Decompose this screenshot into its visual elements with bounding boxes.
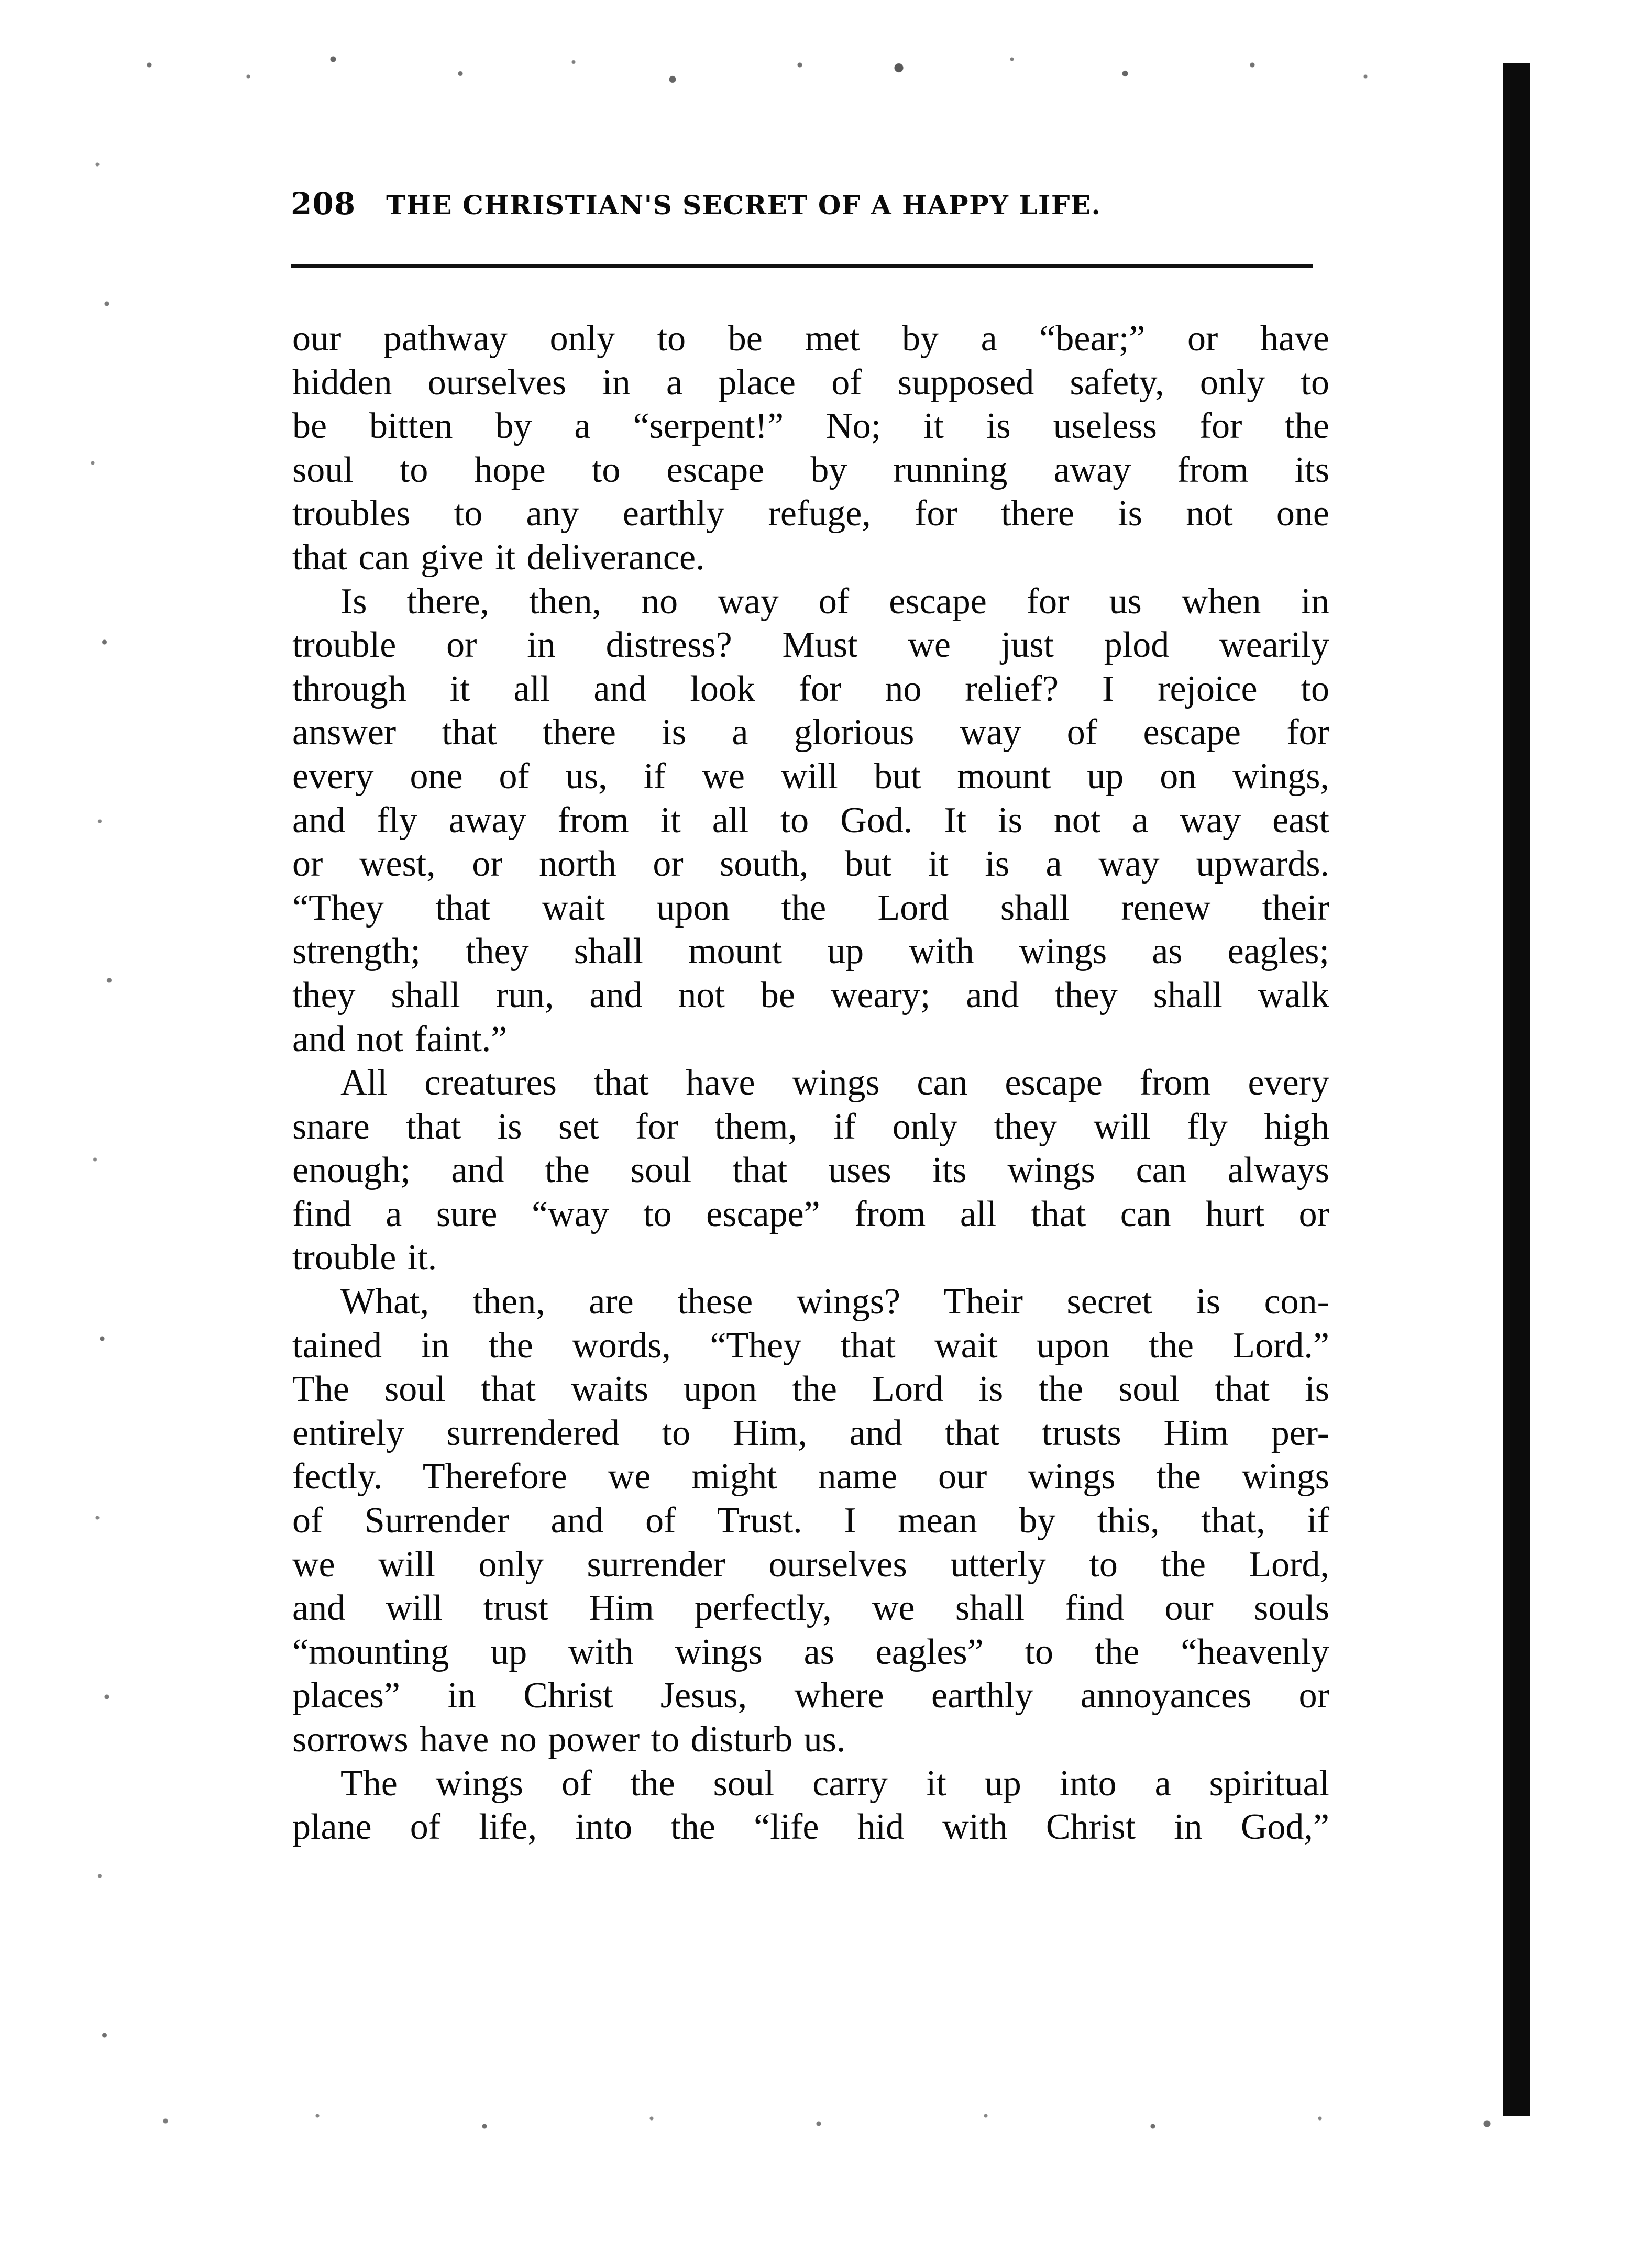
text-line: tained in the words, “They that wait upon the Lord.” bbox=[292, 1325, 1329, 1366]
text-line: answer that there is a glorious way of escape for bbox=[292, 712, 1329, 753]
text-line: strength; they shall mount up with wings as eagles; bbox=[292, 931, 1329, 972]
paragraph bbox=[292, 580, 1329, 1062]
text-line: enough; and the soul that uses its wings can always bbox=[292, 1150, 1329, 1191]
paragraph bbox=[292, 1280, 1329, 1762]
text-line: that can give it deliverance. bbox=[292, 537, 705, 578]
text-line: trouble or in distress? Must we just plod wearily bbox=[292, 625, 1329, 666]
paragraph bbox=[292, 1061, 1329, 1280]
text-line: find a sure “way to escape” from all that can hurt or bbox=[292, 1194, 1329, 1234]
text-line: and not faint.” bbox=[292, 1019, 508, 1059]
text-line: The soul that waits upon the Lord is the soul that is bbox=[292, 1369, 1329, 1410]
text-line: be bitten by a “serpent!” No; it is useless for the bbox=[292, 406, 1329, 447]
text-line: Is there, then, no way of escape for us when in bbox=[340, 581, 1329, 622]
text-line: they shall run, and not be weary; and they shall walk bbox=[292, 975, 1329, 1015]
text-line: hidden ourselves in a place of supposed safety, only to bbox=[292, 362, 1329, 403]
running-head bbox=[291, 186, 1312, 233]
body-text bbox=[292, 317, 1329, 1849]
text-line: our pathway only to be met by a “bear;” or have bbox=[292, 318, 1329, 359]
scan-noise-left bbox=[79, 105, 126, 2095]
text-line: of Surrender and of Trust. I mean by this, that, if bbox=[292, 1500, 1329, 1541]
text-line: troubles to any earthly refuge, for there is not one bbox=[292, 493, 1329, 534]
text-line: we will only surrender ourselves utterly to the Lord, bbox=[292, 1544, 1329, 1585]
text-line: every one of us, if we will but mount up on wings, bbox=[292, 756, 1329, 797]
text-line: fectly. Therefore we might name our wings the wings bbox=[292, 1456, 1329, 1497]
text-line: plane of life, into the “life hid with Christ in God,” bbox=[292, 1807, 1329, 1848]
text-line: entirely surrendered to Him, and that trusts Him per- bbox=[292, 1412, 1329, 1453]
text-line: or west, or north or south, but it is a way upwards. bbox=[292, 844, 1329, 885]
text-line: snare that is set for them, if only they will fly high bbox=[292, 1106, 1329, 1147]
scan-noise-bottom bbox=[105, 2095, 1624, 2147]
text-line: “They that wait upon the Lord shall renew their bbox=[292, 887, 1329, 928]
text-line: The wings of the soul carry it up into a spiritual bbox=[340, 1763, 1329, 1804]
text-line: sorrows have no power to disturb us. bbox=[292, 1719, 846, 1760]
text-line: soul to hope to escape by running away from its bbox=[292, 449, 1329, 490]
book-title: THE CHRISTIAN'S SECRET OF A HAPPY LIFE. bbox=[386, 190, 1102, 220]
text-line: All creatures that have wings can escape from every bbox=[340, 1063, 1329, 1103]
paragraph bbox=[292, 1762, 1329, 1849]
text-line: “mounting up with wings as eagles” to the “heavenly bbox=[292, 1631, 1329, 1672]
header-rule bbox=[291, 264, 1313, 268]
page-number: 208 bbox=[291, 186, 356, 222]
text-line: What, then, are these wings? Their secret is con- bbox=[340, 1282, 1329, 1322]
text-line: and fly away from it all to God. It is not a way east bbox=[292, 800, 1329, 841]
paragraph bbox=[292, 317, 1329, 580]
scan-noise-top bbox=[79, 42, 1493, 100]
text-line: places” in Christ Jesus, where earthly annoyances or bbox=[292, 1675, 1329, 1716]
text-line: through it all and look for no relief? I rejoice to bbox=[292, 668, 1329, 709]
binding-shadow-bar bbox=[1503, 63, 1530, 2116]
text-line: and will trust Him perfectly, we shall find our souls bbox=[292, 1588, 1329, 1629]
text-line: trouble it. bbox=[292, 1238, 437, 1278]
